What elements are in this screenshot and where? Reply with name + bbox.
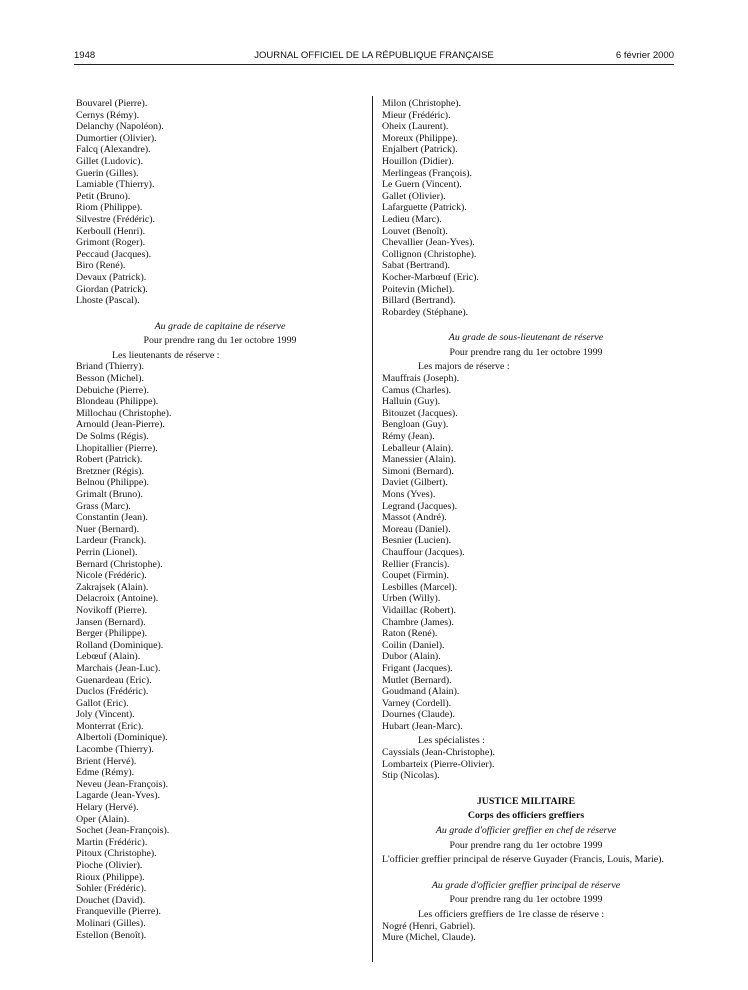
list-item: Besson (Michel). [76,373,145,385]
list-item: Lacombe (Thierry). [76,744,154,756]
list-item: Rioux (Philippe). [76,871,145,883]
list-item: Mure (Michel, Claude). [382,932,476,944]
list-item: Millochau (Christophe). [76,407,172,419]
list-item: Rémy (Jean). [382,431,435,443]
group-label-greffiers: Les officiers greffiers de 1re classe de réserve : [418,909,605,920]
names-list-top-right [382,98,670,318]
list-item: Zakrajsek (Alain). [76,581,149,593]
list-item: Moreux (Philippe). [382,132,458,144]
list-item: Chevallier (Jean-Yves). [382,237,475,249]
names-list-specialists [382,747,670,782]
rang-date: Pour prendre rang du 1er octobre 1999 [449,894,603,906]
grade-heading-greffier-chef: Au grade d'officier greffier en chef de réserve [435,825,617,837]
list-item: Camus (Charles). [382,384,452,396]
grade-heading-capitaine: Au grade de capitaine de réserve [154,320,286,332]
list-item: Constantin (Jean). [76,512,148,524]
column-divider [372,96,373,962]
list-item: Dournes (Claude). [382,709,455,721]
list-item: Lagarde (Jean-Yves). [76,790,160,802]
list-item: Jansen (Bernard). [76,616,146,628]
list-item: Varney (Cordell). [382,697,452,709]
issue-date: 6 février 2000 [615,50,674,61]
list-item: Riom (Philippe). [76,202,143,214]
list-item: Goudmand (Alain). [382,686,460,698]
list-item: Coupet (Firmin). [382,570,449,582]
list-item: Rolland (Dominique). [76,639,164,651]
group-label-majors: Les majors de réserve : [418,361,510,373]
list-item: Gallot (Eric). [76,697,129,709]
list-item: Falcq (Alexandre). [76,144,151,156]
list-item: Urben (Willy). [382,593,441,605]
list-item: Nuer (Bernard). [76,523,140,535]
list-item: Vidaillac (Robert). [382,604,456,616]
rang-date: Pour prendre rang du 1er octobre 1999 [143,335,297,347]
grade-heading-greffier-principal: Au grade d'officier greffier principal de réserve [431,879,621,891]
list-item: Moreau (Daniel). [382,523,451,535]
header-rule [74,64,674,65]
list-item: Grimont (Roger). [76,237,146,249]
list-item: Enjalbert (Patrick). [382,144,458,156]
list-item: Silvestre (Frédéric). [76,213,155,225]
list-item: Dumortier (Olivier). [76,132,157,144]
list-item: Helary (Hervé). [76,802,139,814]
list-item: Novikoff (Pierre). [76,604,148,616]
list-item: Besnier (Lucien). [382,535,452,547]
list-item: Oheix (Laurent). [382,121,449,133]
list-item: Douchet (David). [76,894,146,906]
list-item: Albertoli (Dominique). [76,732,168,744]
list-item: Franqueville (Pierre). [76,906,162,918]
list-item: Lamiable (Thierry). [76,179,155,191]
list-item: Peccaud (Jacques). [76,248,152,260]
list-item: Guerin (Gilles). [76,167,139,179]
list-item: Houillon (Didier). [382,155,454,167]
list-item: Neveu (Jean-François). [76,778,169,790]
names-list-top-left [76,98,364,307]
list-item: Raton (René). [382,628,438,640]
list-item: Berger (Philippe). [76,628,148,640]
list-item: Devaux (Patrick). [76,271,147,283]
list-item: Perrin (Lionel). [76,546,138,558]
list-item: Delanchy (Napoléon). [76,121,164,133]
list-item: Cernys (Rémy). [76,109,140,121]
list-item: Gallet (Olivier). [382,190,446,202]
list-item: Oper (Alain). [76,813,130,825]
list-item: Mieur (Frédéric). [382,109,451,121]
list-item: Gillet (Ludovic). [76,155,143,167]
list-item: Rellier (Francis). [382,558,450,570]
journal-title: JOURNAL OFFICIEL DE LA RÉPUBLIQUE FRANÇAISE [254,50,494,61]
list-item: Pitoux (Christophe). [76,848,157,860]
left-column [76,98,364,941]
list-item: Stip (Nicolas). [382,770,440,782]
right-column [382,98,670,944]
list-item: Edme (Rémy). [76,767,135,779]
list-item: Sohler (Frédéric). [76,883,147,895]
list-item: Chambre (James). [382,616,454,628]
list-item: Massot (André). [382,512,447,524]
list-item: Debuiche (Pierre). [76,384,149,396]
list-item: Le Guern (Vincent). [382,179,462,191]
page-header [74,50,674,62]
list-item: Bouvarel (Pierre). [76,98,148,109]
list-item: Billard (Bertrand). [382,295,456,307]
names-list-greffiers [382,921,670,944]
list-item: Guenardeau (Eric). [76,674,152,686]
list-item: Estellon (Benoît). [76,929,147,941]
list-item: Lesbilles (Marcel). [382,581,458,593]
group-label-lieutenants: Les lieutenants de réserve : [112,349,220,361]
list-item: Belnou (Philippe). [76,477,149,489]
list-item: Chauffour (Jacques). [382,546,465,558]
list-item: Grass (Marc). [76,500,131,512]
list-item: Brient (Hervé). [76,755,137,767]
list-item: Lhopitallier (Pierre). [76,442,158,454]
list-item: Bernard (Christophe). [76,558,163,570]
names-list-lieutenants [76,361,364,941]
list-item: Leballeur (Alain). [382,442,454,454]
list-item: Joly (Vincent). [76,709,135,721]
list-item: Marchais (Jean-Luc). [76,662,161,674]
guyader-paragraph: L'officier greffier principal de réserve Guyader (Francis, Louis, Marie). [382,854,664,866]
list-item: Cayssials (Jean-Christophe). [382,747,495,759]
names-list-majors [382,373,670,732]
list-item: Pioche (Olivier). [76,860,143,871]
list-item: Monterrat (Eric). [76,720,144,732]
list-item: Duclos (Frédéric). [76,686,149,698]
list-item: Nicole (Frédéric). [76,570,147,582]
list-item: Robardey (Stéphane). [382,306,469,318]
rang-date: Pour prendre rang du 1er octobre 1999 [449,839,603,851]
list-item: Lhoste (Pascal). [76,295,140,307]
list-item: Merlingeas (François). [382,167,472,179]
list-item: Briand (Thierry). [76,361,145,373]
list-item: Mutlet (Bernard). [382,674,452,686]
list-item: Poitevin (Michel). [382,283,455,295]
group-label-specialists: Les spécialistes : [418,735,485,747]
list-item: Daviet (Gilbert). [382,477,448,489]
list-item: De Solms (Régis). [76,431,149,443]
list-item: Coilin (Daniel). [382,639,445,651]
list-item: Milon (Christophe). [382,98,461,109]
list-item: Blondeau (Philippe). [76,396,159,408]
corps-heading: Corps des officiers greffiers [467,810,585,822]
list-item: Manessier (Alain). [382,454,457,466]
section-heading-justice-militaire: JUSTICE MILITAIRE [476,795,576,807]
list-item: Molinari (Gilles). [76,917,146,929]
list-item: Robert (Patrick). [76,454,143,466]
list-item: Bretzner (Régis). [76,465,145,477]
list-item: Delacroix (Antoine). [76,593,159,605]
page-number: 1948 [74,50,96,61]
list-item: Halluin (Guy). [382,396,441,408]
list-item: Giordan (Patrick). [76,283,148,295]
list-item: Petit (Bruno). [76,190,131,202]
list-item: Collignon (Christophe). [382,248,477,260]
list-item: Kerboull (Henri). [76,225,146,237]
list-item: Kocher-Marbœuf (Eric). [382,271,479,283]
list-item: Lombarteix (Pierre-Olivier). [382,758,495,770]
list-item: Biro (René). [76,260,126,272]
list-item: Ledieu (Marc). [382,213,442,225]
list-item: Bengloan (Guy). [382,419,449,431]
grade-heading-sous-lieutenant: Au grade de sous-lieutenant de réserve [448,332,604,344]
list-item: Mons (Yves). [382,489,436,500]
list-item: Lebœuf (Alain). [76,651,141,663]
list-item: Dubor (Alain). [382,651,441,663]
list-item: Lafarguette (Patrick). [382,202,467,214]
list-item: Arnould (Jean-Pierre). [76,419,165,431]
list-item: Mauffrais (Joseph). [382,373,460,385]
list-item: Louvet (Benoît). [382,225,448,237]
list-item: Legrand (Jacques). [382,500,458,512]
list-item: Bitouzet (Jacques). [382,407,458,419]
list-item: Simoni (Bernard). [382,465,454,477]
list-item: Lardeur (Franck). [76,535,147,547]
list-item: Sabat (Bertrand). [382,260,451,272]
list-item: Martin (Frédéric). [76,836,148,848]
list-item: Sochet (Jean-François). [76,825,170,837]
list-item: Grimalt (Bruno). [76,489,143,500]
list-item: Hubart (Jean-Marc). [382,720,463,732]
list-item: Frigant (Jacques). [382,662,453,674]
rang-date: Pour prendre rang du 1er octobre 1999 [449,346,603,358]
list-item: Nogré (Henri, Gabriel). [382,920,476,932]
